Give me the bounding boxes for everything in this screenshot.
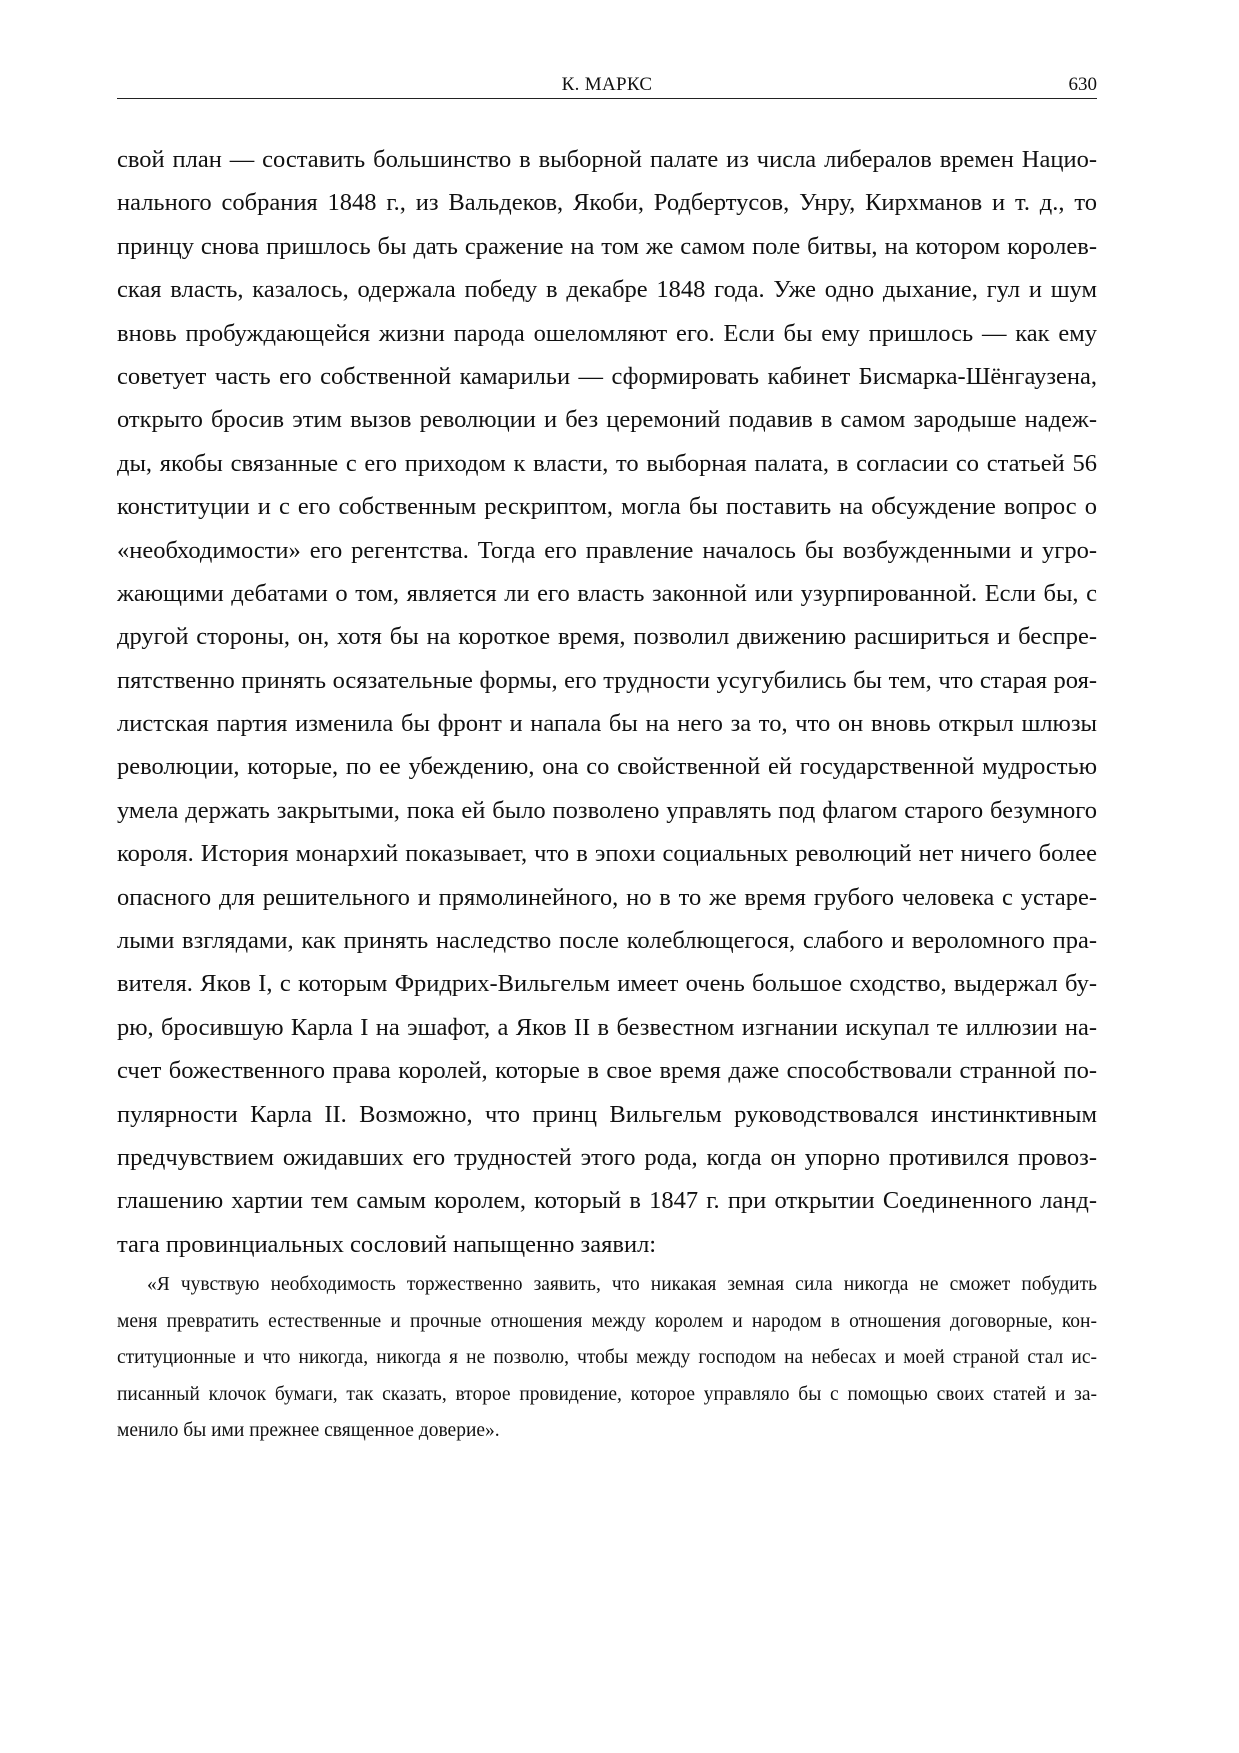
body-line: короля. История монархий показывает, что в эпохи социальных революций нет ничего более [117, 840, 1097, 868]
body-line: пулярности Карла II. Возможно, что принц Вильгельм руководствовался инстинктивным [117, 1100, 1097, 1128]
body-line: свой план — составить большинство в выборной палате из числа либералов времен Нацио- [117, 146, 1097, 173]
body-line: другой стороны, он, хотя бы на короткое время, позволил движению расшириться и беспре- [117, 623, 1097, 651]
body-line: революции, которые, по ее убеждению, она со свойственной ей государственной мудростью [117, 753, 1097, 781]
body-line: опасного для решительного и прямолинейного, но в то же время грубого человека с устаре- [117, 883, 1097, 911]
body-line: счет божественного права королей, которые в свое время даже способствовали странной по- [117, 1057, 1097, 1085]
body-line: рю, бросившую Карла I на эшафот, а Яков II в безвестном изгнании искупал те иллюзии на- [117, 1013, 1097, 1041]
body-text [117, 143, 1097, 1271]
body-line: «необходимости» его регентства. Тогда его правление началось бы возбужденными и угро- [117, 536, 1097, 564]
body-line: советует часть его собственной камарильи — сформировать кабинет Бисмарка-Шёнгаузена, [117, 362, 1097, 390]
body-line: глашению хартии тем самым королем, который в 1847 г. при открытии Соединенного ланд- [117, 1187, 1097, 1215]
body-line: ская власть, казалось, одержала победу в декабре 1848 года. Уже одно дыхание, гул и шум [117, 276, 1097, 304]
body-line: пятственно принять осязательные формы, его трудности усугубились бы тем, что старая роя- [117, 666, 1097, 694]
running-header [117, 74, 1097, 99]
body-line: предчувствием ожидавших его трудностей этого рода, когда он упорно противился провоз- [117, 1143, 1097, 1171]
quote-line: «Я чувствую необходимость торжественно заявить, что никакая земная сила никогда не сможет побудить [147, 1274, 1097, 1295]
body-line: вителя. Яков I, с которым Фридрих-Вильгельм имеет очень большое сходство, выдержал бу- [117, 970, 1097, 998]
body-line: открыто бросив этим вызов революции и без церемоний подавив в самом зародыше надеж- [117, 406, 1097, 434]
quote-line: менило бы ими прежнее священное доверие». [117, 1420, 500, 1442]
body-line: жающими дебатами о том, является ли его власть законной или узурпированной. Если бы, с [117, 579, 1097, 607]
quote-line: меня превратить естественные и прочные отношения между королем и народом в отношения договорные, кон- [117, 1310, 1097, 1332]
quote-line: ституционные и что никогда, никогда я не позволю, чтобы между господом на небесах и моей страной стал ис- [117, 1347, 1097, 1369]
body-line: тага провинциальных сословий напыщенно заявил: [117, 1230, 657, 1258]
quote-line: писанный клочок бумаги, так сказать, второе провидение, которое управляло бы с помощью своих статей и за- [117, 1383, 1097, 1405]
body-line: умела держать закрытыми, пока ей было позволено управлять под флагом старого безумного [117, 796, 1097, 824]
header-title: К. МАРКС [561, 74, 653, 95]
page-number: 630 [1068, 74, 1097, 95]
body-line: нального собрания 1848 г., из Вальдеков, Якоби, Родбертусов, Унру, Кирхманов и т. д., то [117, 189, 1097, 217]
body-line: вновь пробуждающейся жизни парода ошеломляют его. Если бы ему пришлось — как ему [117, 319, 1097, 347]
body-line: лыми взглядами, как принять наследство после колеблющегося, слабого и вероломного пра- [117, 927, 1097, 955]
body-line: листская партия изменила бы фронт и напала бы на него за то, что он вновь открыл шлюзы [117, 710, 1097, 738]
block-quote [117, 1270, 1097, 1453]
body-line: конституции и с его собственным рескриптом, могла бы поставить на обсуждение вопрос о [117, 493, 1097, 521]
body-line: ды, якобы связанные с его приходом к власти, то выборная палата, в согласии со статьей 56 [117, 449, 1097, 477]
body-line: принцу снова пришлось бы дать сражение на том же самом поле битвы, на котором королев- [117, 232, 1097, 260]
